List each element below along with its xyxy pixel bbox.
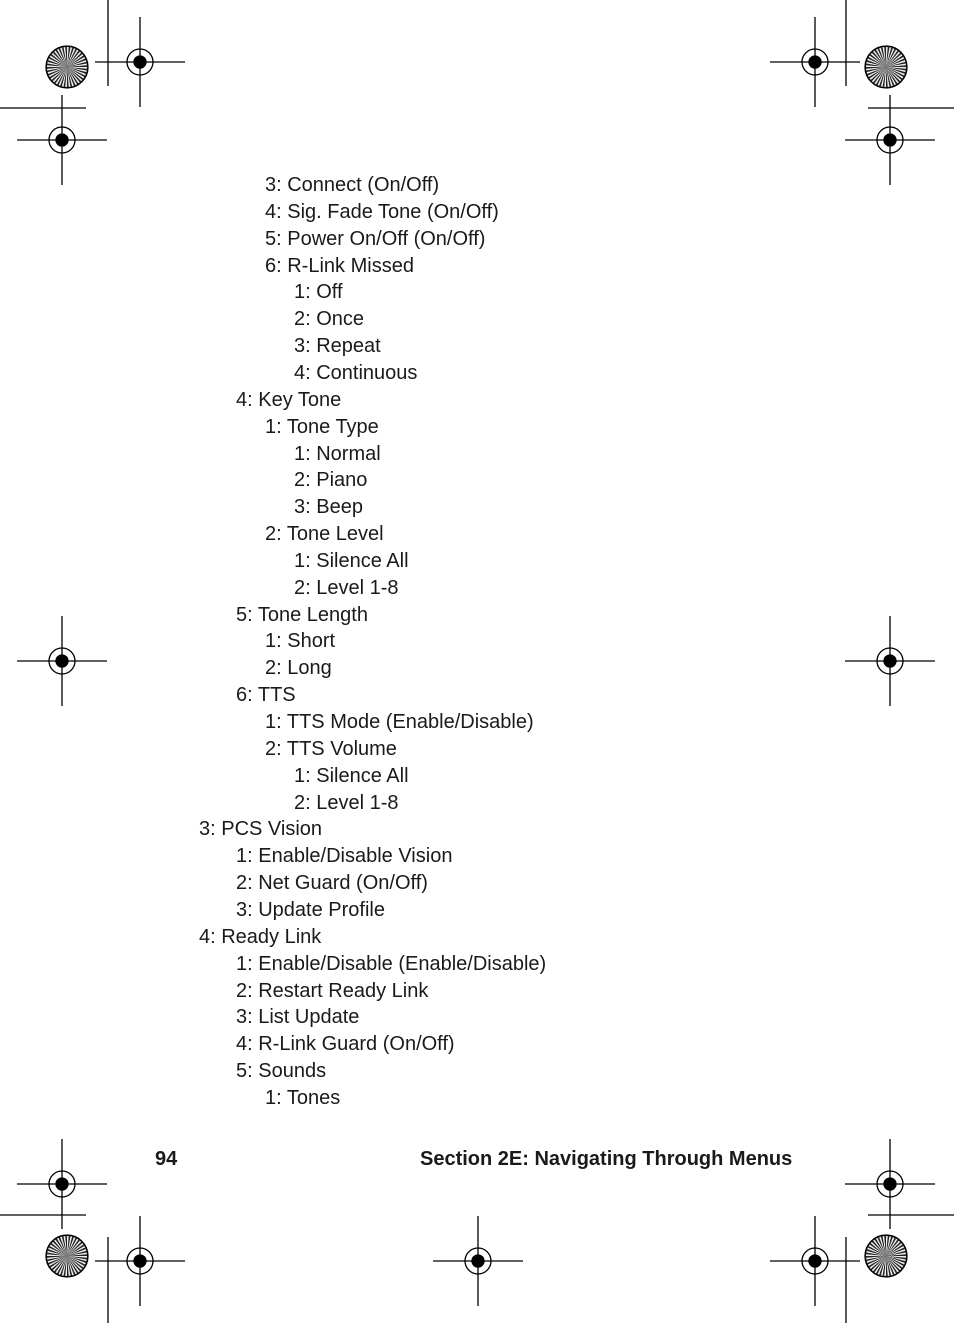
- starburst-registration-mark: [865, 1235, 907, 1277]
- registration-target: [17, 616, 107, 706]
- menu-item: 1: Enable/Disable (Enable/Disable): [236, 952, 547, 975]
- menu-item: 6: R-Link Missed: [265, 254, 414, 277]
- starburst-registration-mark: [865, 46, 907, 88]
- menu-item: 2: Piano: [294, 469, 368, 492]
- menu-item: 2: Net Guard (On/Off): [236, 872, 428, 895]
- menu-item: 2: Restart Ready Link: [236, 979, 429, 1002]
- menu-item: 1: Silence All: [294, 549, 409, 572]
- menu-item: 1: Enable/Disable Vision: [236, 845, 453, 868]
- menu-item: 2: Long: [265, 657, 332, 680]
- menu-item: 5: Sounds: [236, 1060, 327, 1083]
- registration-target: [845, 616, 935, 706]
- starburst-registration-mark: [46, 1235, 88, 1277]
- menu-item: 5: Power On/Off (On/Off): [265, 227, 486, 250]
- menu-item: 3: Repeat: [294, 335, 381, 358]
- menu-item: 2: Tone Level: [265, 523, 384, 546]
- menu-item: 4: Continuous: [294, 361, 418, 384]
- registration-target: [433, 1216, 523, 1306]
- menu-item: 1: Off: [294, 281, 343, 304]
- menu-item: 2: Level 1-8: [294, 576, 399, 599]
- page-number: 94: [155, 1148, 178, 1170]
- menu-item: 1: Short: [265, 630, 336, 653]
- menu-item: 2: Level 1-8: [294, 791, 399, 814]
- section-title: Section 2E: Navigating Through Menus: [420, 1148, 793, 1170]
- menu-item: 5: Tone Length: [236, 603, 368, 626]
- starburst-registration-mark: [46, 46, 88, 88]
- menu-item: 4: Key Tone: [236, 388, 342, 411]
- menu-item: 3: PCS Vision: [199, 818, 323, 841]
- menu-item: 1: Tone Type: [265, 415, 379, 438]
- menu-item: 3: Beep: [294, 496, 363, 519]
- menu-item: 2: Once: [294, 308, 365, 331]
- menu-item: 3: Update Profile: [236, 898, 385, 921]
- menu-item: 2: TTS Volume: [265, 737, 397, 760]
- menu-item: 1: Tones: [265, 1086, 341, 1109]
- menu-item: 3: List Update: [236, 1006, 360, 1029]
- menu-item: 4: R-Link Guard (On/Off): [236, 1033, 455, 1056]
- menu-item: 3: Connect (On/Off): [265, 174, 440, 196]
- menu-item: 6: TTS: [236, 684, 296, 707]
- menu-item: 1: Silence All: [294, 764, 409, 787]
- menu-item: 4: Ready Link: [199, 925, 322, 948]
- menu-item: 1: TTS Mode (Enable/Disable): [265, 711, 534, 733]
- menu-item: 4: Sig. Fade Tone (On/Off): [265, 200, 499, 223]
- menu-item: 1: Normal: [294, 442, 381, 465]
